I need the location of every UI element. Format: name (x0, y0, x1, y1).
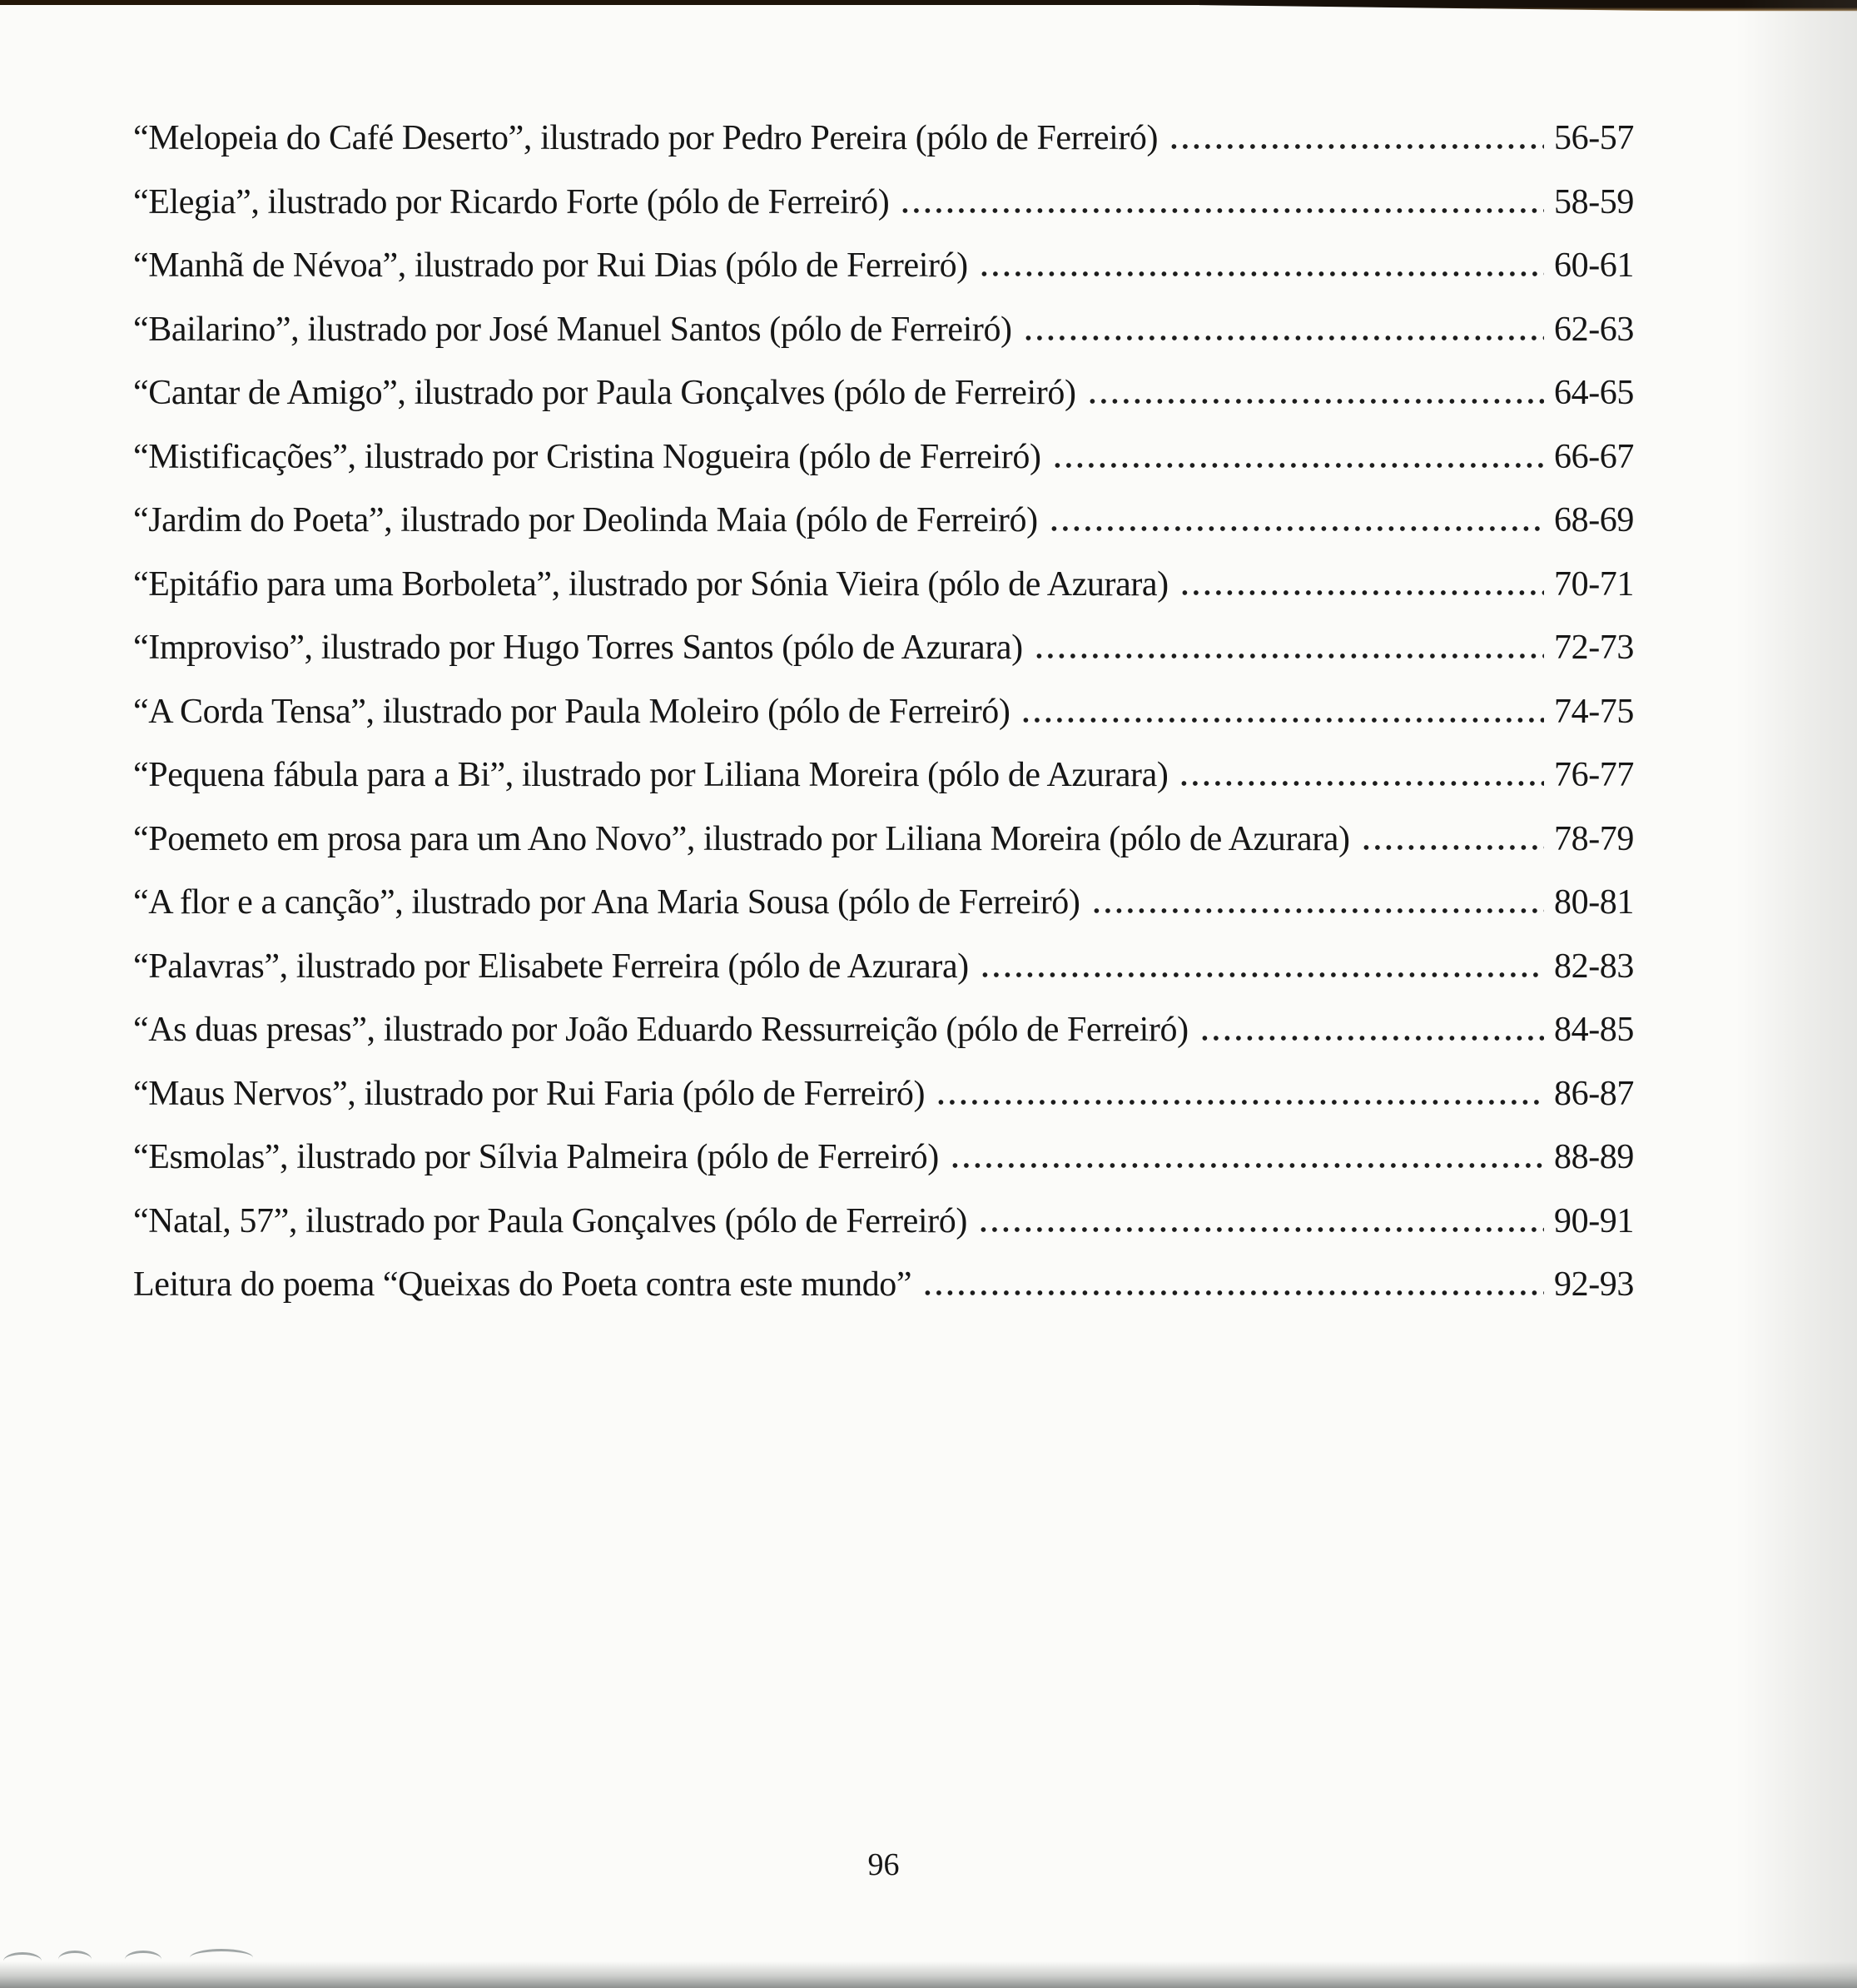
toc-entry (133, 692, 1634, 756)
footer (133, 1846, 1634, 1883)
dot-leader (1094, 908, 1545, 913)
toc-entry-title: “Mistificações”, ilustrado por Cristina Nogueira (pólo de Ferreiró) (133, 437, 1041, 476)
toc-entry (133, 947, 1634, 1011)
dot-leader (938, 1100, 1544, 1105)
scan-bottom-edge-artifact (0, 1961, 1857, 1988)
toc-entry-title: “Natal, 57”, ilustrado por Paula Gonçalves (pólo de Ferreiró) (133, 1201, 967, 1240)
toc-entry-title: “Poemeto em prosa para um Ano Novo”, ilustrado por Liliana Moreira (pólo de Azurara) (133, 819, 1350, 858)
toc-entry (133, 882, 1634, 947)
toc-entry-pages: 86-87 (1554, 1074, 1634, 1113)
toc-entry (133, 1074, 1634, 1138)
toc-entry-pages: 60-61 (1554, 246, 1634, 285)
toc-entry-pages: 82-83 (1554, 947, 1634, 986)
dot-leader (1051, 526, 1544, 531)
dot-leader (1025, 335, 1544, 340)
toc-entry-title: “Bailarino”, ilustrado por José Manuel Santos (pólo de Ferreiró) (133, 310, 1012, 349)
toc-entry-pages: 78-79 (1554, 819, 1634, 858)
dot-leader (1023, 718, 1544, 723)
dot-leader (981, 1227, 1544, 1232)
toc-entry (133, 182, 1634, 246)
toc-entry-title: “A flor e a canção”, ilustrado por Ana Maria Sousa (pólo de Ferreiró) (133, 883, 1080, 922)
toc-entry-pages: 80-81 (1554, 883, 1634, 922)
toc-entry (133, 1010, 1634, 1074)
dot-leader (925, 1290, 1544, 1295)
toc-entry-pages: 88-89 (1554, 1138, 1634, 1176)
toc-entry-pages: 90-91 (1554, 1201, 1634, 1240)
toc-entry-title: “A Corda Tensa”, ilustrado por Paula Moleiro (pólo de Ferreiró) (133, 692, 1010, 731)
toc-entry (133, 373, 1634, 437)
toc-entry-title: “Improviso”, ilustrado por Hugo Torres Santos (pólo de Azurara) (133, 629, 1023, 667)
toc-entry-title: “Manhã de Névoa”, ilustrado por Rui Dias (pólo de Ferreiró) (133, 246, 968, 285)
toc-entry-pages: 70-71 (1554, 564, 1634, 604)
page-number: 96 (867, 1847, 900, 1882)
dot-leader (1182, 590, 1544, 595)
toc-entry (133, 118, 1634, 182)
toc-entry-pages: 64-65 (1554, 374, 1634, 412)
toc-entry-title: “Palavras”, ilustrado por Elisabete Ferreira (pólo de Azurara) (133, 947, 969, 986)
toc-entry-pages: 72-73 (1554, 629, 1634, 667)
toc-entry-pages: 56-57 (1554, 119, 1634, 157)
dot-leader (952, 1163, 1544, 1168)
dot-leader (1090, 399, 1544, 404)
dot-leader (902, 208, 1544, 213)
dot-leader (1036, 654, 1544, 659)
toc-entry (133, 500, 1634, 564)
toc-entry-pages: 62-63 (1554, 310, 1634, 349)
toc-entry-pages: 74-75 (1554, 692, 1634, 731)
toc-entry-title: “As duas presas”, ilustrado por João Eduardo Ressurreição (pólo de Ferreiró) (133, 1011, 1189, 1049)
page-right-edge-shadow (1736, 0, 1857, 1988)
toc-entry-title: “Pequena fábula para a Bi”, ilustrado por Liliana Moreira (pólo de Azurara) (133, 756, 1169, 794)
toc-entry (133, 628, 1634, 692)
dot-leader (1363, 845, 1544, 850)
toc-entry-pages: 84-85 (1554, 1011, 1634, 1049)
toc-entry-title: “Cantar de Amigo”, ilustrado por Paula Gonçalves (pólo de Ferreiró) (133, 374, 1076, 412)
toc-entry (133, 564, 1634, 629)
toc-entry-title: “Maus Nervos”, ilustrado por Rui Faria (pólo de Ferreiró) (133, 1074, 926, 1113)
dot-leader (981, 271, 1544, 276)
toc-entry-pages: 66-67 (1554, 437, 1634, 476)
toc-entry (133, 755, 1634, 819)
toc-entry (133, 1201, 1634, 1265)
dot-leader (1171, 144, 1544, 149)
toc-entry-title: “Epitáfio para uma Borboleta”, ilustrado por Sónia Vieira (pólo de Azurara) (133, 564, 1169, 604)
toc-entry (133, 310, 1634, 374)
toc-entry-pages: 92-93 (1554, 1265, 1634, 1304)
toc-entry-title: “Esmolas”, ilustrado por Sílvia Palmeira (pólo de Ferreiró) (133, 1138, 939, 1176)
toc-entry (133, 819, 1634, 883)
toc-entry-title: “Elegia”, ilustrado por Ricardo Forte (pólo de Ferreiró) (133, 182, 890, 221)
dot-leader (1055, 463, 1544, 468)
toc-entry (133, 1137, 1634, 1201)
toc-entry-pages: 58-59 (1554, 182, 1634, 221)
toc-entry (133, 437, 1634, 501)
toc-entry-title: “Jardim do Poeta”, ilustrado por Deolinda Maia (pólo de Ferreiró) (133, 501, 1038, 539)
toc-entry (133, 246, 1634, 310)
toc-entry (133, 1265, 1634, 1329)
table-of-contents (133, 118, 1634, 1329)
toc-entry-title: “Melopeia do Café Deserto”, ilustrado por Pedro Pereira (pólo de Ferreiró) (133, 119, 1159, 157)
toc-entry-pages: 68-69 (1554, 501, 1634, 539)
dot-leader (1181, 781, 1544, 786)
dot-leader (1202, 1036, 1544, 1041)
toc-entry-title: Leitura do poema “Queixas do Poeta contra este mundo” (133, 1265, 912, 1304)
dot-leader (982, 972, 1544, 977)
toc-entry-pages: 76-77 (1554, 756, 1634, 794)
